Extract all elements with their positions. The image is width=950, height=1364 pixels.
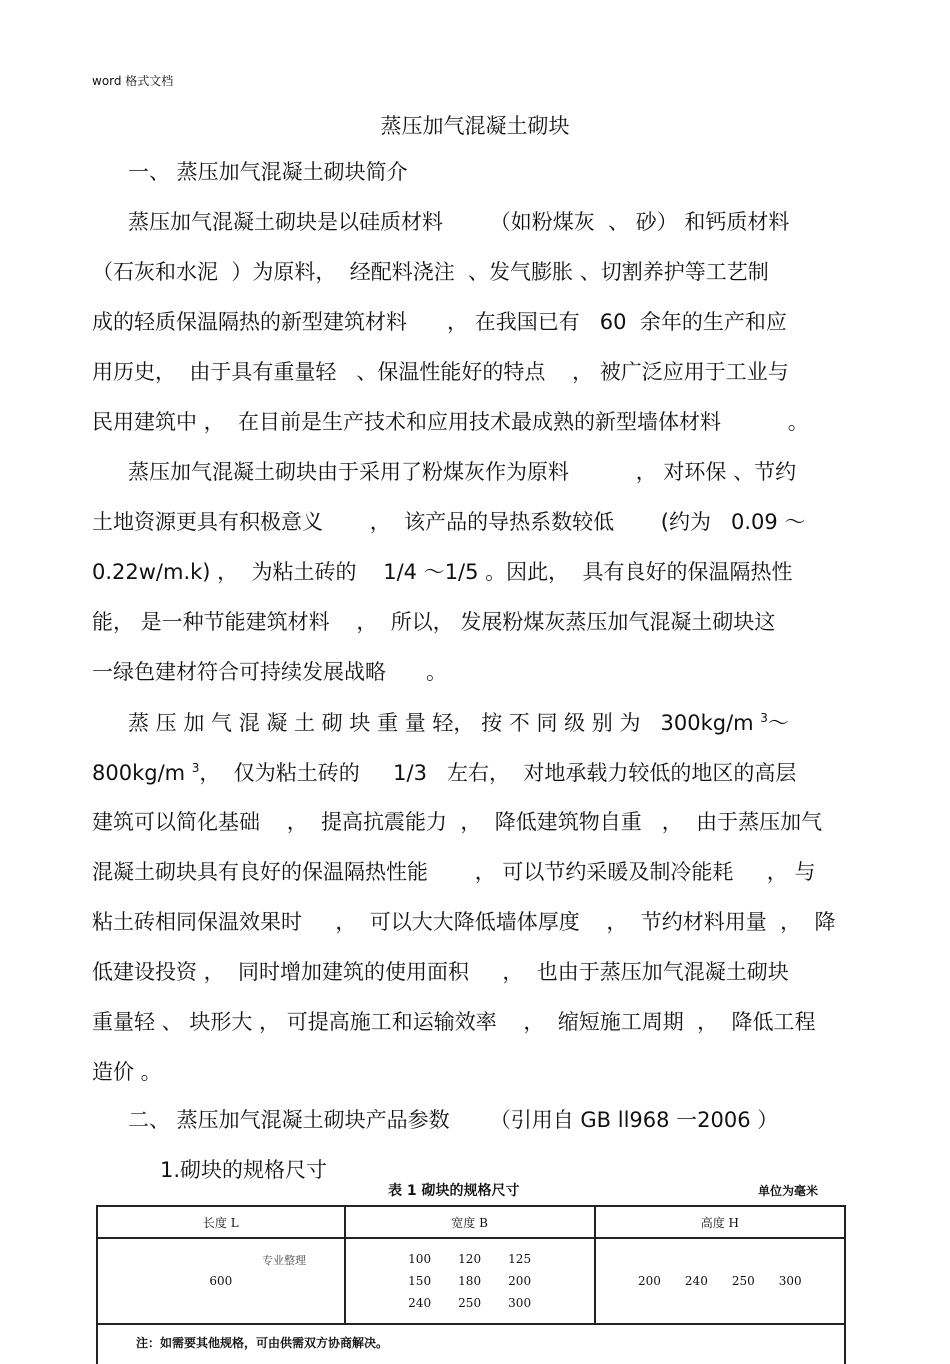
width-value: 150: [408, 1274, 432, 1288]
paragraph-line-density: [92, 762, 796, 784]
width-value: 100: [408, 1252, 432, 1266]
width-value: 300: [508, 1296, 532, 1310]
density-text-tail: ， 仅为粘土砖的 1/3 左右， 对地承载力较低的地区的高层: [199, 761, 797, 785]
density-text: 800kg/m: [92, 761, 192, 785]
density-text: 蒸 压 加 气 混 凝 土 砌 块 重 量 轻， 按 不 同 级 别 为 300kg/m: [128, 711, 761, 735]
paragraph-line: 建筑可以简化基础 ， 提高抗震能力 ， 降低建筑物自重 ， 由于蒸压加气: [92, 810, 823, 834]
height-values: [595, 1238, 845, 1324]
paragraph-line: 低建设投资 ， 同时增加建筑的使用面积 ， 也由于蒸压加气混凝土砌块: [92, 960, 789, 984]
document-title: 蒸压加气混凝土砌块: [380, 114, 570, 138]
header-width: 宽度 B: [345, 1206, 595, 1238]
superscript-3: 3: [191, 761, 200, 775]
subsection-heading-size: 1.砌块的规格尺寸: [160, 1158, 328, 1182]
width-value: 250: [458, 1296, 482, 1310]
width-value: 200: [508, 1274, 532, 1288]
section-heading-params: 二、 蒸压加气混凝土砌块产品参数 （引用自 GB ll968 一2006 ）: [128, 1108, 779, 1132]
paragraph-line: （石灰和水泥 ）为原料， 经配料浇注 、发气膨胀 、切割养护等工艺制: [92, 260, 769, 284]
superscript-3: 3: [760, 711, 768, 725]
length-value: 600: [97, 1238, 345, 1324]
height-value: 250: [731, 1274, 755, 1288]
paragraph-line: 造价 。: [92, 1060, 162, 1084]
header-height: 高度 H: [595, 1206, 845, 1238]
table-caption: 表 1 砌块的规格尺寸: [388, 1183, 520, 1199]
paragraph-line: 蒸压加气混凝土砌块是以硅质材料 （如粉煤灰 、 砂） 和钙质材料: [128, 210, 790, 234]
height-value: 200: [638, 1274, 661, 1288]
width-value: 125: [508, 1252, 532, 1266]
paragraph-line: 土地资源更具有积极意义 ， 该产品的导热系数较低 (约为 0.09 ～: [92, 510, 806, 534]
paragraph-line: 一绿色建材符合可持续发展战略 。: [92, 660, 448, 684]
paragraph-line: 0.22w/m.k) ， 为粘土砖的 1/4 ～1/5 。因此， 具有良好的保温隔热性: [92, 560, 793, 584]
section-heading-intro: 一、 蒸压加气混凝土砌块简介: [128, 160, 408, 184]
table-note: 注：如需要其他规格，可由供需双方协商解决。: [136, 1336, 389, 1350]
table-unit: 单位为毫米: [758, 1184, 819, 1198]
header-length: 长度 L: [97, 1206, 345, 1238]
paragraph-line-density: [128, 712, 789, 734]
paragraph-line: 粘土砖相同保温效果时 ， 可以大大降低墙体厚度 ， 节约材料用量 ， 降: [92, 910, 836, 934]
width-values: [345, 1238, 595, 1324]
tilde: ～: [767, 711, 789, 735]
height-value: 300: [778, 1274, 802, 1288]
width-value: 120: [458, 1252, 482, 1266]
height-value: 240: [684, 1274, 708, 1288]
paragraph-line: 民用建筑中 ， 在目前是生产技术和应用技术最成熟的新型墙体材料 。: [92, 410, 809, 434]
paragraph-line: 成的轻质保温隔热的新型建筑材料 ， 在我国已有 60 余年的生产和应: [92, 310, 787, 334]
width-value: 240: [408, 1296, 432, 1310]
paragraph-line: 用历史， 由于具有重量轻 、保温性能好的特点 ， 被广泛应用于工业与: [92, 360, 789, 384]
watermark-label: 专业整理: [262, 1254, 306, 1267]
paragraph-line: 重量轻 、 块形大 ， 可提高施工和运输效率 ， 缩短施工周期 ， 降低工程: [92, 1010, 816, 1034]
paragraph-line: 能， 是一种节能建筑材料 ， 所以， 发展粉煤灰蒸压加气混凝土砌块这: [92, 610, 776, 634]
width-value: 180: [458, 1274, 482, 1288]
paragraph-line: 蒸压加气混凝土砌块由于采用了粉煤灰作为原料 ， 对环保 、节约: [128, 460, 797, 484]
document-header-label: word 格式文档: [92, 74, 174, 88]
paragraph-line: 混凝土砌块具有良好的保温隔热性能 ， 可以节约采暖及制冷能耗 ， 与: [92, 860, 816, 884]
